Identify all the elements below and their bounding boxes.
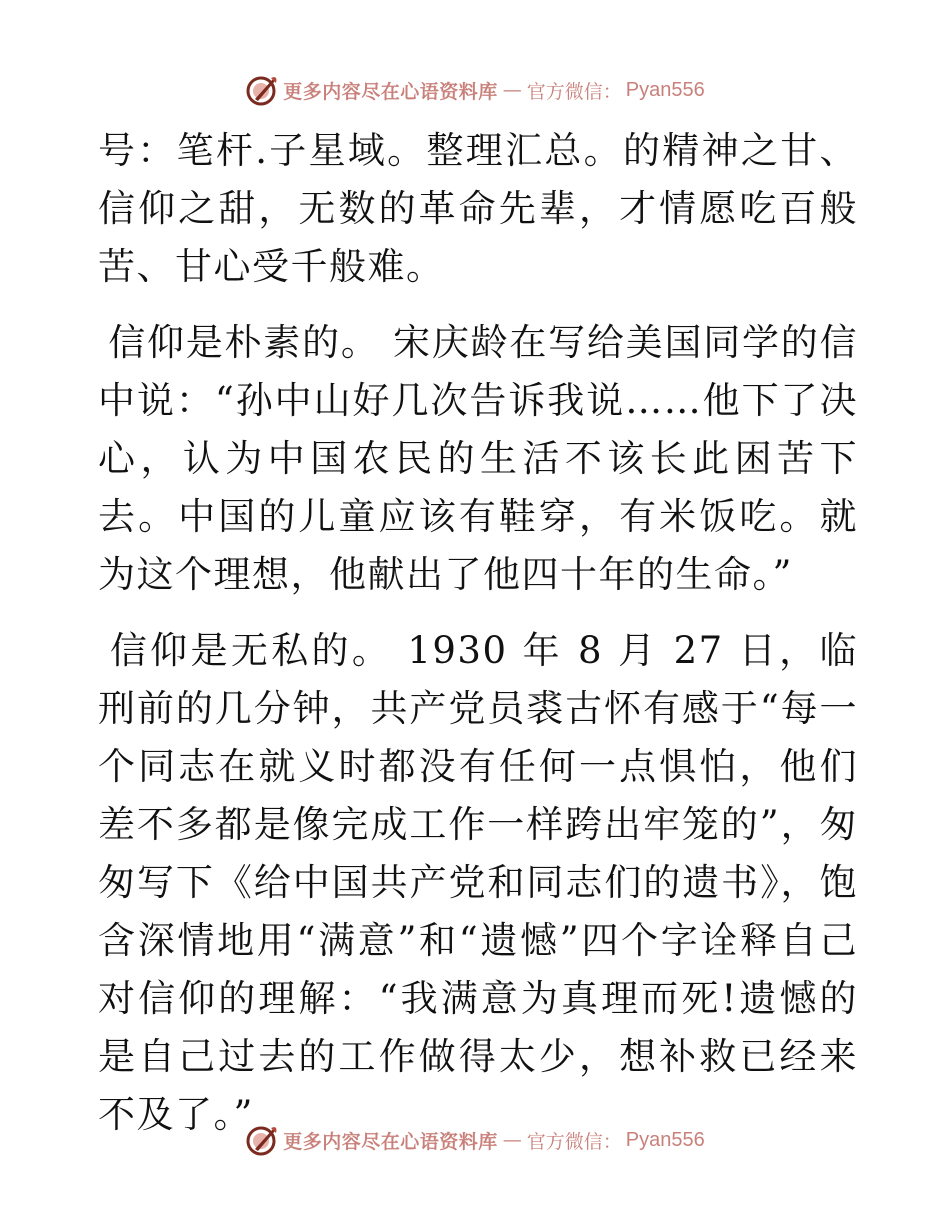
watermark-brand-text: 更多内容尽在心语资料库 — [283, 80, 498, 103]
watermark-brand-text: 更多内容尽在心语资料库 — [283, 1130, 498, 1153]
watermark-dash: — — [502, 1129, 522, 1151]
watermark-account-label: 官方微信： — [526, 80, 622, 103]
paragraph-1: 号：笔杆.子星域。整理汇总。的精神之甘、信仰之甜，无数的革命先辈，才情愿吃百般苦、甘心受千般难。 — [98, 129, 858, 288]
watermark-account-id: Pyan556 — [625, 78, 705, 101]
paragraph-2 — [98, 314, 858, 604]
watermark-dash: — — [502, 79, 522, 101]
watermark-account-id: Pyan556 — [625, 1128, 705, 1151]
footer-watermark — [0, 1120, 950, 1160]
paragraph-2-text: 信仰是朴素的。 宋庆龄在写给美国同学的信中说：“孙中山好几次告诉我说……他下了决心，认为中国农民的生活不该长此困苦下去。中国的儿童应该有鞋穿，有米饭吃。就为这个理想，他献出了他四十年的生命。” — [98, 321, 858, 596]
header-watermark — [0, 70, 950, 110]
quill-pen-logo-icon — [245, 1123, 279, 1157]
watermark-account-label: 官方微信： — [526, 1130, 622, 1153]
document-body — [98, 122, 858, 1162]
paragraph-3-text: 信仰是无私的。 1930 年 8 月 27 日，临刑前的几分钟，共产党员裘古怀有感于“每一个同志在就义时都没有任何一点惧怕，他们差不多都是像完成工作一样跨出牢笼的”，匆匆写下《给中国共产党和同志们的遗书》，饱含深情地用“满意”和“遗憾”四个字诠释自己对信仰的理解：“我满意为真理而死!遗憾的是自己过去的工作做得太少，想补救已经来不及了。” — [98, 629, 858, 1136]
paragraph-3 — [98, 622, 858, 1144]
quill-pen-logo-icon — [245, 73, 279, 107]
